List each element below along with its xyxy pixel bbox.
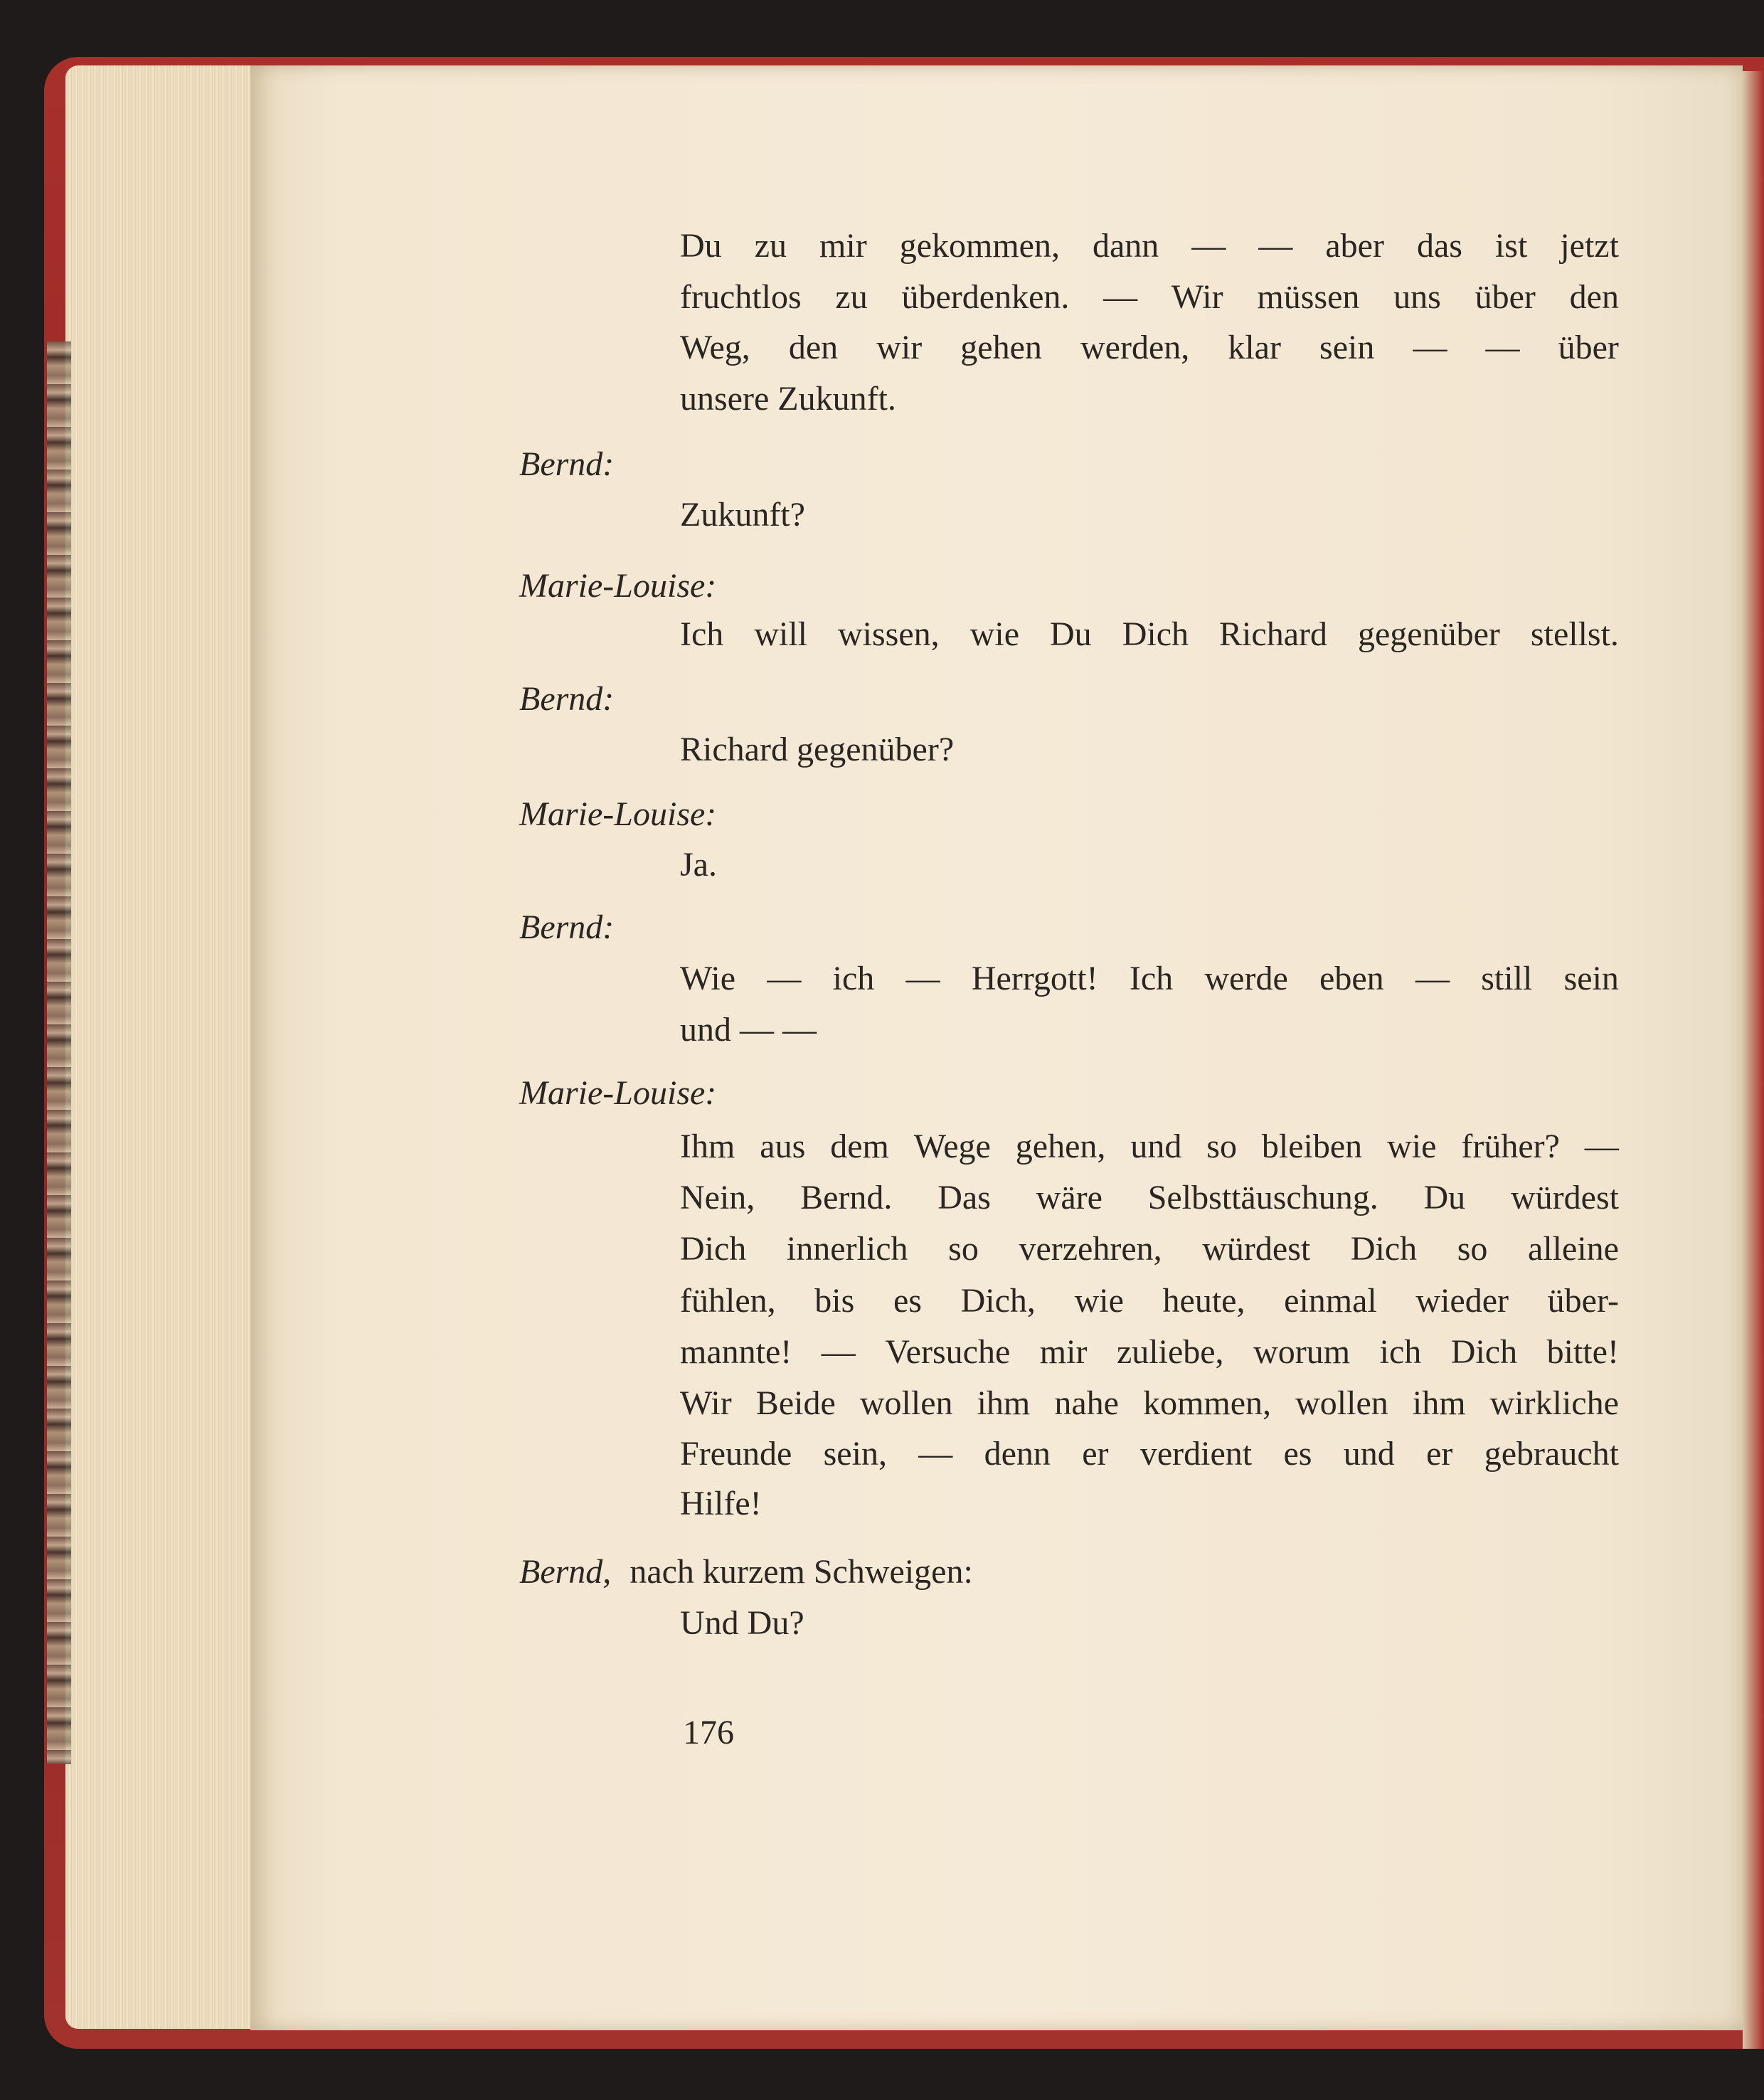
word: nahe [1054,1384,1119,1422]
word: zuliebe, [1116,1333,1224,1371]
speaker-line [519,1555,973,1589]
word: früher? [1461,1128,1560,1165]
word: überdenken. [901,278,1070,316]
word: ihm [1412,1384,1466,1422]
word: — [821,1333,856,1371]
word: aber [1325,227,1384,265]
word: werde [1204,960,1288,997]
text-line: und — — [680,1011,817,1049]
word: wir [876,329,923,366]
word: zu [835,278,868,316]
text-line [680,229,1619,263]
word: wirkliche [1489,1384,1619,1422]
word: gehen [960,329,1042,366]
word: gebraucht [1484,1435,1619,1473]
word: den [1569,278,1619,316]
word: — [767,960,802,997]
word: worum [1253,1333,1351,1371]
word: so [1206,1128,1237,1165]
word: müssen [1257,278,1360,316]
word: sein, [823,1435,887,1473]
text-line [680,280,1619,314]
word: klar [1228,329,1281,366]
word: ich [1379,1333,1422,1371]
text-line: Zukunft? [680,496,805,534]
word: wie [1074,1282,1124,1320]
word: Ich [1129,960,1174,997]
text-line: Ja. [680,846,717,884]
page-number: 176 [683,1714,734,1751]
text-line: Richard gegenüber? [680,731,955,768]
word: Freunde [680,1435,792,1473]
word: bleiben [1261,1128,1363,1165]
word: Dich [1350,1230,1418,1268]
speaker-name: Bernd: [519,445,615,483]
word: Du [1423,1179,1466,1216]
word: verdient [1139,1435,1253,1473]
speaker-name: Bernd: [519,908,615,946]
word: Bernd. [800,1179,893,1216]
word: dann [1092,227,1159,265]
speaker-name: Marie-Louise: [519,567,717,605]
text-line [680,1284,1619,1318]
word: Herrgott! [971,960,1098,997]
word: Selbsttäuschung. [1147,1179,1378,1216]
word: wissen, [838,615,940,653]
text-line [680,1437,1619,1471]
word: — [1415,960,1450,997]
text-line: Und Du? [680,1604,804,1642]
word: über [1558,329,1619,366]
word: würdest [1510,1179,1619,1216]
text-line [680,1386,1619,1421]
word: — [1485,329,1520,366]
word: er [1082,1435,1109,1473]
word: Beide [755,1384,836,1422]
word: bis [814,1282,855,1320]
word: — [918,1435,953,1473]
word: Ich [680,615,724,653]
word: mir [819,227,867,265]
word: ich [832,960,875,997]
word: Dich, [960,1282,1036,1320]
word: alleine [1528,1230,1619,1268]
speaker-name: Bernd, [519,1553,612,1591]
word: würdest [1202,1230,1311,1268]
word: den [788,329,839,366]
word: wieder [1415,1282,1509,1320]
word: ist [1494,227,1528,265]
word: gegenüber [1358,615,1500,653]
word: denn [984,1435,1051,1473]
word: mir [1039,1333,1088,1371]
word: dem [830,1128,889,1165]
word: wollen [1295,1384,1388,1422]
word: still [1481,960,1533,997]
word: Wir [1171,278,1223,316]
word: — [1258,227,1293,265]
word: Wir [680,1384,732,1422]
speaker-name: Bernd: [519,680,615,718]
text-line: Hilfe! [680,1485,762,1522]
word: Dich [1450,1333,1518,1371]
word: heute, [1162,1282,1245,1320]
text-line [680,1232,1619,1266]
word: Richard [1219,615,1327,653]
word: es [893,1282,922,1320]
word: Du [1050,615,1092,653]
text-line [680,1181,1619,1215]
word: Nein, [680,1179,755,1216]
word: Weg, [680,329,750,366]
word: Das [937,1179,991,1216]
word: Versuche [885,1333,1011,1371]
word: er [1426,1435,1453,1473]
word: stellst. [1530,615,1619,653]
word: — [905,960,940,997]
word: über [1475,278,1536,316]
word: ihm [977,1384,1031,1422]
word: und [1343,1435,1395,1473]
word: zu [754,227,787,265]
word: sein [1319,329,1375,366]
word: innerlich [786,1230,908,1268]
word: aus [760,1128,806,1165]
text-line [680,962,1619,996]
word: will [754,615,807,653]
word: gekommen, [899,227,1060,265]
word: eben [1319,960,1384,997]
word: uns [1393,278,1441,316]
word: Wie [680,960,736,997]
text-line [680,1130,1619,1164]
word: verzehren, [1019,1230,1162,1268]
word: jetzt [1560,227,1619,265]
word: — [1191,227,1226,265]
word: Dich [1122,615,1189,653]
word: fruchtlos [680,278,802,316]
text-line [680,617,1619,652]
word: werden, [1080,329,1190,366]
word: wie [1387,1128,1437,1165]
speaker-name: Marie-Louise: [519,795,717,833]
word: — [1584,1128,1619,1165]
word: Ihm [680,1128,735,1165]
stage-direction: nach kurzem Schweigen: [629,1553,973,1591]
word: einmal [1284,1282,1377,1320]
word: wollen [859,1384,953,1422]
text-line: unsere Zukunft. [680,380,896,418]
word: wäre [1036,1179,1102,1216]
word: so [948,1230,979,1268]
word: kommen, [1143,1384,1272,1422]
word: über- [1547,1282,1619,1320]
word: wie [969,615,1019,653]
word: Wege [913,1128,991,1165]
word: — [1413,329,1447,366]
word: so [1457,1230,1488,1268]
text-line [680,331,1619,365]
word: fühlen, [680,1282,776,1320]
word: — [1103,278,1138,316]
word: und [1130,1128,1182,1165]
word: sein [1563,960,1619,997]
word: es [1283,1435,1312,1473]
word: bitte! [1546,1333,1619,1371]
speaker-name: Marie-Louise: [519,1074,717,1112]
word: Du [680,227,722,265]
word: gehen, [1015,1128,1106,1165]
word: das [1416,227,1462,265]
text-line [680,1335,1619,1369]
word: Dich [680,1230,747,1268]
word: mannte! [680,1333,792,1371]
